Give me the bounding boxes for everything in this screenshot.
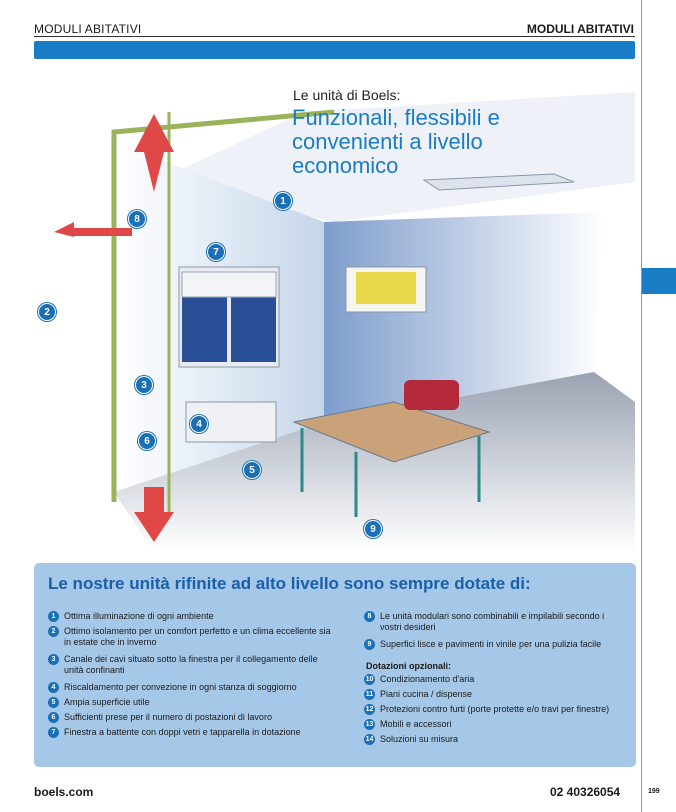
item-number: 2	[48, 626, 59, 637]
window-glass-left	[182, 297, 227, 362]
page-edge-line	[641, 0, 642, 812]
marker-9: 9	[364, 520, 382, 538]
hero-subtitle: Le unità di Boels:	[293, 87, 401, 103]
marker-1: 1	[274, 192, 292, 210]
footer-website-link[interactable]: boels.com	[34, 785, 94, 799]
header-rule	[34, 36, 635, 37]
item-text: Piani cucina / dispense	[380, 689, 473, 699]
board-chart	[356, 272, 416, 304]
item-text: Canale dei cavi situato sotto la finestra per il collegamento delle unità confinanti	[64, 654, 318, 675]
item-text: Ottima illuminazione di ogni ambiente	[64, 611, 214, 621]
item-number: 12	[365, 706, 374, 713]
marker-4: 4	[190, 415, 208, 433]
header-bar	[34, 41, 635, 59]
item-number: 10	[365, 676, 374, 683]
item-number: 11	[365, 691, 374, 698]
marker-6: 6	[138, 432, 156, 450]
item-number: 5	[48, 697, 59, 708]
chair-back	[404, 380, 459, 410]
section-tab[interactable]	[642, 268, 676, 294]
item-text: Riscaldamento per convezione in ogni stanza di soggiorno	[64, 682, 297, 692]
arrow-left	[54, 222, 74, 237]
item-number: 6	[48, 712, 59, 723]
item-text: Condizionamento d'aria	[380, 674, 475, 684]
item-text: Superfici lisce e pavimenti in vinile per una pulizia facile	[380, 639, 602, 649]
item-text: Finestra a battente con doppi vetri e tapparella in dotazione	[64, 727, 301, 737]
item-number: 3	[48, 654, 59, 665]
item-text: Protezioni contro furti (porte protette e/o travi per finestre)	[380, 704, 610, 714]
header-section-right: MODULI ABITATIVI	[526, 22, 634, 36]
footer-phone: 02 40326054	[550, 785, 621, 799]
item-number: 7	[48, 727, 59, 738]
marker-7: 7	[207, 243, 225, 261]
page-number: 199	[648, 788, 660, 795]
marker-5: 5	[243, 461, 261, 479]
item-text: Le unità modulari sono combinabili e impilabili secondo i vostri desideri	[380, 611, 605, 632]
item-number: 1	[48, 611, 59, 622]
item-number: 14	[365, 736, 374, 743]
item-number: 4	[48, 682, 59, 693]
item-text: Mobili e accessori	[380, 719, 452, 729]
window-shutter	[182, 272, 276, 297]
item-text: Sufficienti prese per il numero di postazioni di lavoro	[64, 712, 272, 722]
window-glass-right	[231, 297, 276, 362]
item-number: 8	[364, 611, 375, 622]
features-title: Le nostre unità rifinite ad alto livello sono sempre dotate di:	[48, 574, 531, 593]
arrow-left-shaft	[72, 228, 132, 236]
header-section-left: MODULI ABITATIVI	[34, 22, 142, 36]
marker-8: 8	[128, 210, 146, 228]
item-number: 13	[365, 721, 374, 728]
marker-3: 3	[135, 376, 153, 394]
hero-title: Funzionali, flessibili e convenienti a livello economico	[292, 105, 500, 178]
marker-2: 2	[38, 303, 56, 321]
item-number: 9	[364, 639, 375, 650]
item-text: Ampia superficie utile	[64, 697, 150, 707]
optional-heading: Dotazioni opzionali:	[366, 661, 451, 671]
item-text: Soluzioni su misura	[380, 734, 459, 744]
item-text: Ottimo isolamento per un comfort perfetto e un clima eccellente sia in estate che in inverno	[64, 626, 331, 647]
